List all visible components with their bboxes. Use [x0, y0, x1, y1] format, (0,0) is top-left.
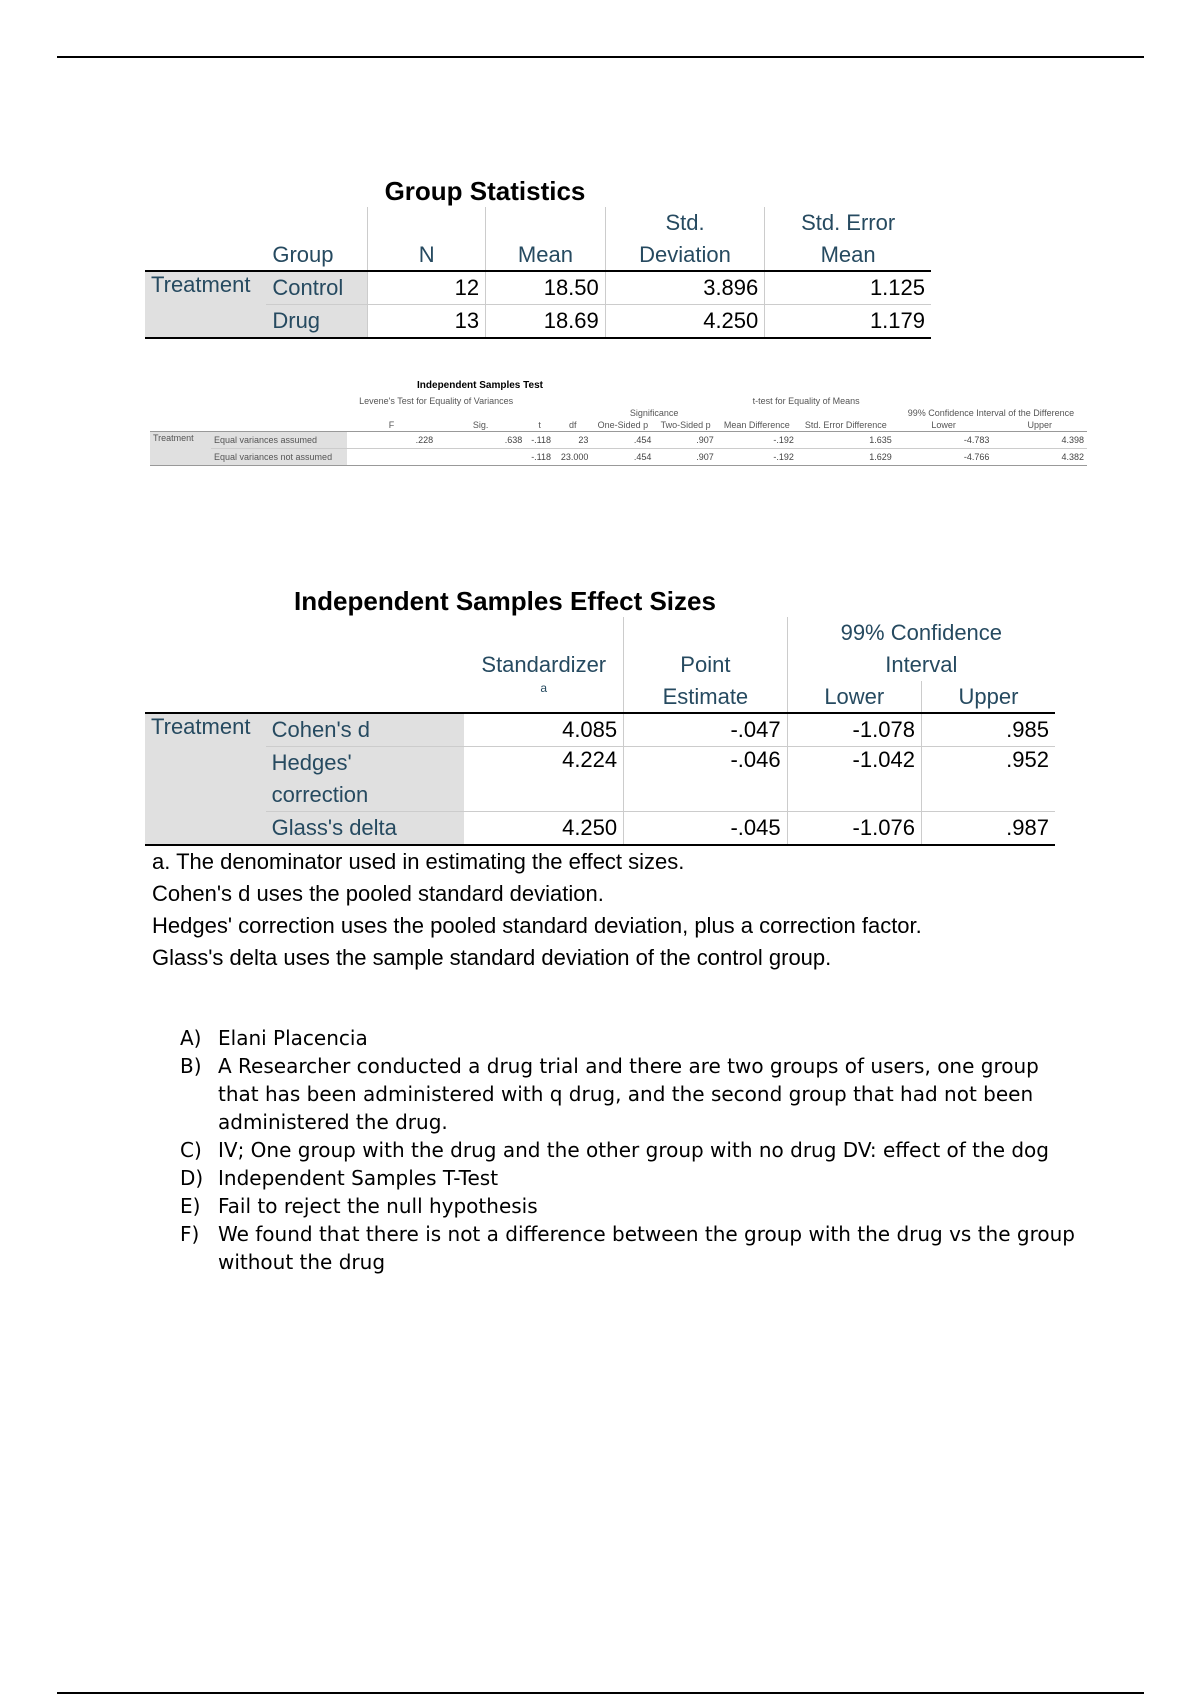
ci-header-1: 99% Confidence: [840, 620, 1003, 645]
sig-cell: [436, 449, 525, 466]
independent-samples-test: [150, 380, 1087, 466]
measure-cell: Cohen's d: [266, 713, 465, 747]
lower-cell: -1.078: [787, 713, 921, 747]
md-cell: -.192: [773, 435, 794, 445]
mean-header: Mean: [486, 239, 606, 271]
row-label: Treatment: [145, 271, 266, 338]
se-header-2: Mean: [820, 241, 876, 267]
measure-cell: Glass's delta: [266, 812, 465, 846]
measure-cell: [266, 747, 465, 812]
col-header: Two-Sided p: [660, 420, 711, 430]
table-row: [145, 713, 1055, 747]
sd-cell: 4.250: [605, 305, 765, 339]
col-header: Lower: [931, 420, 956, 430]
table-row: [145, 747, 1055, 812]
answer-key: C): [180, 1138, 202, 1162]
list-item: [180, 1024, 1080, 1052]
ci-header-2: Interval: [885, 652, 958, 677]
point-cell: -.047: [624, 713, 787, 747]
group-cell: Control: [266, 271, 367, 305]
group-header: Group: [266, 239, 367, 271]
upper-cell: 4.382: [1061, 452, 1084, 462]
sd-header-1: Std.: [605, 207, 765, 239]
ttest-header: t-test for Equality of Means: [752, 396, 860, 406]
list-item: [180, 1164, 1080, 1192]
lower-cell: -4.783: [963, 435, 990, 445]
answer-key: E): [180, 1194, 201, 1218]
variance-label: Equal variances assumed: [211, 432, 347, 449]
footnote: Hedges' correction uses the pooled standard deviation, plus a correction factor.: [152, 913, 922, 938]
sd-cell: 3.896: [605, 271, 765, 305]
upper-cell: .985: [1006, 717, 1049, 742]
lower-cell: -1.076: [787, 812, 921, 846]
col-header: Sig.: [472, 420, 489, 430]
f-cell: [347, 449, 436, 466]
p2-cell: .907: [696, 435, 714, 445]
answer-text: Elani Placencia: [218, 1026, 368, 1050]
md-cell: -.192: [773, 452, 794, 462]
point-cell: -.046: [624, 747, 787, 812]
answer-key: A): [180, 1026, 202, 1050]
df-cell: 23.000: [560, 452, 589, 462]
levene-header: Levene's Test for Equality of Variances: [359, 396, 514, 406]
p2-cell: .907: [696, 452, 714, 462]
list-item: [180, 1192, 1080, 1220]
upper-cell: 4.398: [1061, 435, 1084, 445]
independent-test-title: Independent Samples Test: [417, 380, 543, 391]
measure-line: correction: [271, 782, 369, 807]
sed-cell: 1.629: [869, 452, 892, 462]
col-header: Mean Difference: [723, 420, 790, 430]
list-item: [180, 1052, 1080, 1136]
group-statistics-table: [145, 207, 931, 339]
footnote: Cohen's d uses the pooled standard deviation.: [152, 881, 604, 906]
t-cell: -.118: [531, 452, 552, 462]
col-header: Upper: [1027, 420, 1052, 430]
bottom-rule: [57, 1692, 1144, 1694]
footnote: a. The denominator used in estimating the effect sizes.: [152, 849, 685, 874]
point-header-1: Point: [624, 649, 787, 681]
col-header: df: [568, 420, 577, 430]
n-cell: 13: [368, 305, 486, 339]
list-item: [180, 1136, 1080, 1164]
answer-text: We found that there is not a difference between the group with the drug vs the group without the drug: [218, 1222, 1075, 1274]
standardizer-cell: 4.250: [464, 812, 623, 846]
list-item: [180, 1220, 1080, 1276]
n-cell: 12: [368, 271, 486, 305]
lower-cell: -1.042: [787, 747, 921, 812]
answer-key: B): [180, 1054, 202, 1078]
measure-line: Hedges': [271, 750, 352, 775]
se-cell: 1.179: [869, 308, 925, 333]
sd-header-2: Deviation: [605, 239, 765, 271]
upper-cell: .952: [1006, 747, 1049, 772]
table-row: [145, 271, 931, 305]
variance-label: Equal variances not assumed: [211, 449, 347, 466]
f-cell: .228: [415, 435, 434, 445]
standardizer-header: Standardizer: [464, 649, 623, 681]
t-cell: -.118: [531, 435, 552, 445]
sig-cell: .638: [504, 435, 523, 445]
answer-text: Independent Samples T-Test: [218, 1166, 499, 1190]
sed-cell: 1.635: [869, 435, 892, 445]
answer-text: A Researcher conducted a drug trial and there are two groups of users, one group that has been administered with q drug, and the second group that had not been administered the drug.: [218, 1054, 1039, 1134]
answer-key: D): [180, 1166, 204, 1190]
answer-text: Fail to reject the null hypothesis: [218, 1194, 538, 1218]
mean-cell: 18.69: [486, 305, 606, 339]
upper-header: Upper: [958, 683, 1019, 709]
col-header: F: [388, 420, 395, 430]
lower-cell: -4.766: [963, 452, 990, 462]
group-statistics-title: Group Statistics: [384, 176, 586, 206]
col-header: Std. Error Difference: [804, 420, 887, 430]
group-statistics: [145, 175, 931, 339]
standardizer-footnote-mark: a: [464, 681, 623, 713]
col-header: t: [538, 420, 541, 430]
point-header-2: Estimate: [624, 681, 787, 713]
p1-cell: .454: [633, 452, 652, 462]
top-rule: [57, 56, 1144, 58]
table-row: [150, 449, 1087, 466]
effect-sizes-title: Independent Samples Effect Sizes: [294, 586, 716, 616]
lower-header: Lower: [787, 681, 921, 713]
answer-list: [180, 1024, 1080, 1276]
ci-header: 99% Confidence Interval of the Difference: [907, 408, 1075, 418]
standardizer-cell: 4.224: [464, 747, 623, 812]
answer-text: IV; One group with the drug and the other group with no drug DV: effect of the dog: [218, 1138, 1049, 1162]
row-label: Treatment: [145, 713, 266, 845]
effect-sizes-table: [145, 617, 1055, 846]
answer-key: F): [180, 1222, 200, 1246]
group-cell: Drug: [266, 305, 367, 339]
standardizer-cell: 4.085: [464, 713, 623, 747]
row-label: Treatment: [150, 432, 211, 466]
effect-sizes: [145, 585, 1055, 974]
se-cell: 1.125: [869, 275, 925, 300]
footnote: Glass's delta uses the sample standard deviation of the control group.: [152, 945, 832, 970]
p1-cell: .454: [633, 435, 652, 445]
point-cell: -.045: [624, 812, 787, 846]
independent-test-table: [150, 395, 1087, 466]
se-header-1: Std. Error: [801, 210, 896, 235]
significance-header: Significance: [629, 408, 679, 418]
table-row: [145, 812, 1055, 846]
mean-cell: 18.50: [486, 271, 606, 305]
table-row: [150, 432, 1087, 449]
col-header: One-Sided p: [597, 420, 649, 430]
df-cell: 23: [578, 435, 589, 445]
upper-cell: .987: [1006, 815, 1049, 840]
n-header: N: [368, 239, 486, 271]
